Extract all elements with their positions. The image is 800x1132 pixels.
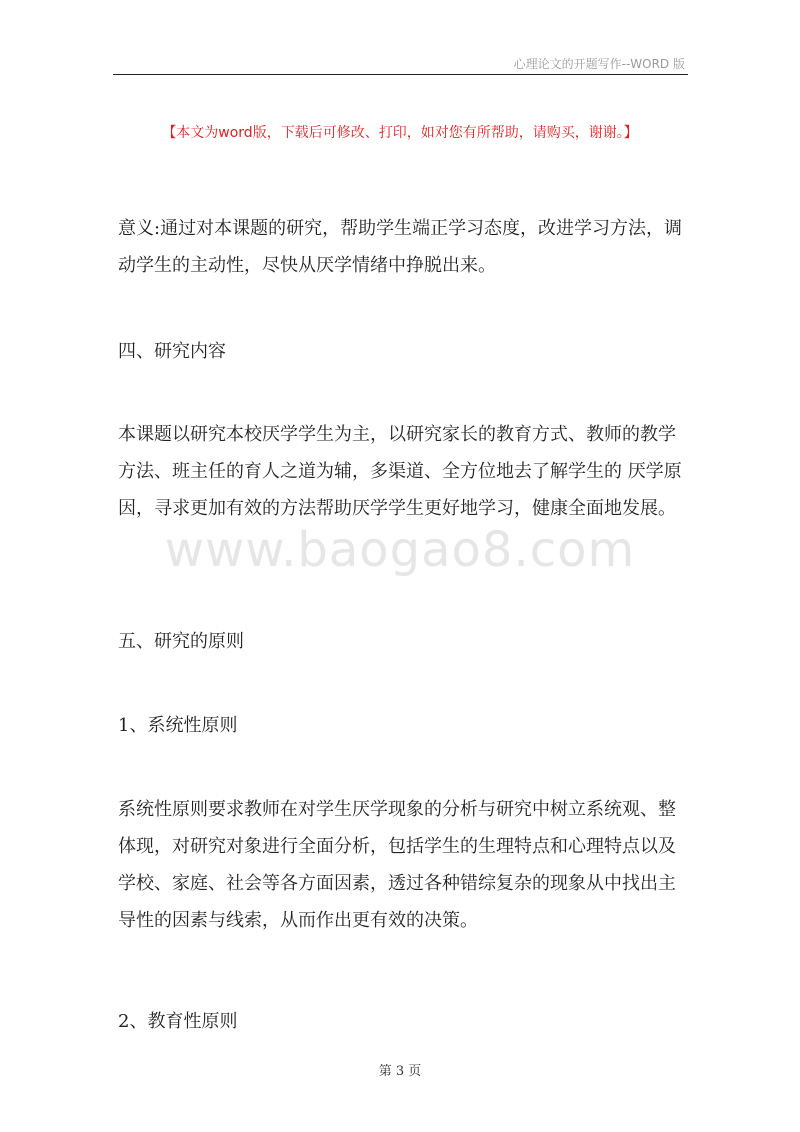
paragraph-text: 系统性原则要求教师在对学生厌学现象的分析与研究中树立系统观、整体现，对研究对象进行全面分析，包括学生的生理特点和心理特点以及学校、家庭、社会等各方面因素，透过各种错综复杂的现象从中找出主导性的因素与线索，从而作出更有效的决策。 <box>118 799 676 931</box>
paragraph-significance <box>118 210 688 284</box>
section-heading-principles <box>118 623 688 660</box>
subheading-educational <box>118 1003 688 1040</box>
heading-text: 四、研究内容 <box>118 341 226 362</box>
purchase-notice: 【本文为word版，下载后可修改、打印，如对您有所帮助，请购买，谢谢。】 <box>162 125 638 141</box>
paragraph-text: 本课题以研究本校厌学学生为主，以研究家长的教育方式、教师的教学方法、班主任的育人之道为辅，多渠道、全方位地去了解学生的 厌学原因，寻求更加有效的方法帮助厌学学生更好地学习，健康全面地发展。 <box>118 424 682 519</box>
paragraph-research-content <box>118 416 688 527</box>
subheading-systematic <box>118 707 688 744</box>
section-heading-research-content <box>118 333 688 370</box>
heading-text: 2、教育性原则 <box>118 1011 238 1032</box>
watermark: www.baogao8.com <box>164 522 636 578</box>
page-number: 第 3 页 <box>378 1064 422 1079</box>
paragraph-systematic <box>118 791 688 939</box>
heading-text: 1、系统性原则 <box>118 715 238 736</box>
header-divider <box>113 74 688 75</box>
heading-text: 五、研究的原则 <box>118 631 244 652</box>
document-header-title: 心理论文的开题写作--WORD 版 <box>513 57 685 71</box>
paragraph-text: 意义:通过对本课题的研究，帮助学生端正学习态度，改进学习方法，调动学生的主动性，尽快从厌学情绪中挣脱出来。 <box>118 218 683 276</box>
